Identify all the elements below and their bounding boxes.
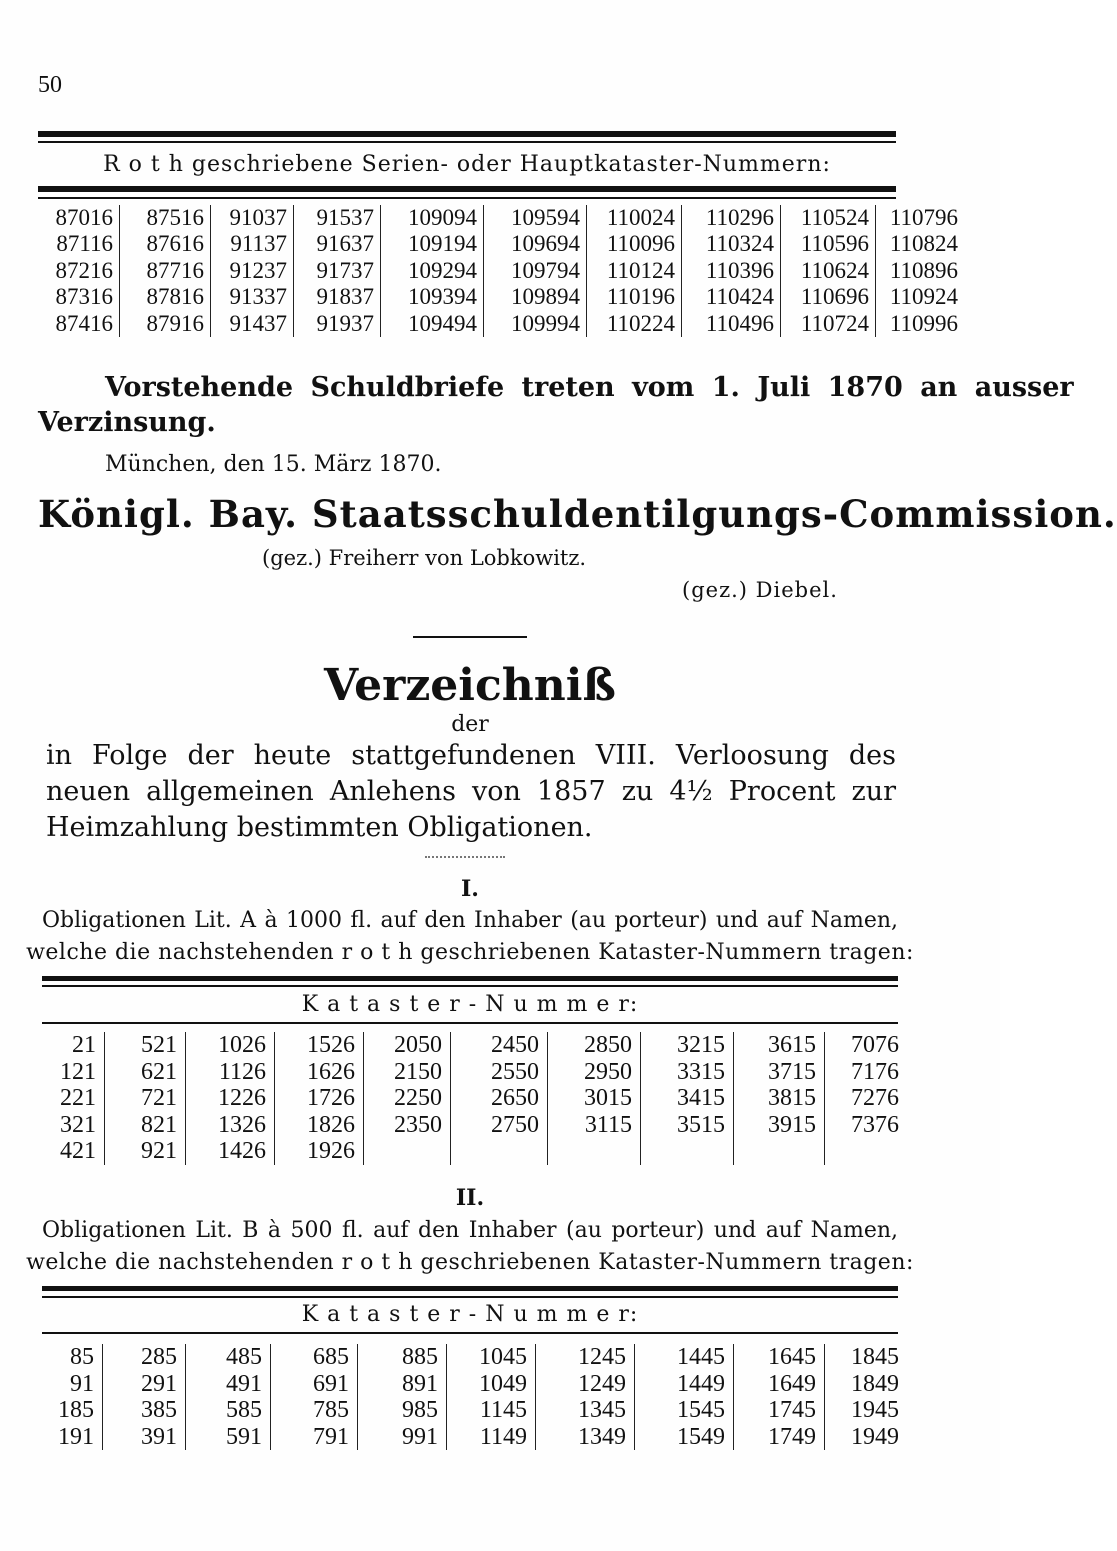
table-cell: 421 [60,1138,96,1164]
table-column [824,1032,907,1165]
table-cell: 1845 [851,1344,899,1370]
table-cell: 585 [226,1397,262,1423]
table-cell: 1649 [768,1370,816,1397]
table-cell: 2950 [584,1058,632,1085]
list-title: Verzeichniß [324,660,616,711]
table-cell: 691 [313,1370,349,1397]
section2-number-table [42,1344,907,1450]
table-column [270,1344,357,1450]
table-cell: 110396 [705,257,774,283]
table-cell: 1545 [677,1397,725,1423]
table-column [363,1032,450,1165]
section1-rule-thick [42,976,898,981]
table-cell: 110796 [889,205,958,230]
table-column [42,1344,102,1450]
table-cell: 1626 [307,1058,355,1085]
table-cell: 2750 [491,1111,539,1138]
table-cell: 91737 [316,257,374,283]
table-column [446,1344,535,1450]
table-cell: 685 [313,1344,349,1370]
table-cell: 1445 [677,1344,725,1370]
table-cell: 110096 [606,231,675,257]
table-cell: 110196 [606,284,675,310]
table-column [875,205,964,337]
table-cell: 791 [313,1423,349,1450]
table-cell: 191 [58,1423,94,1450]
table-cell: 3015 [584,1085,632,1111]
table-cell: 1749 [768,1423,816,1450]
table-cell: 3515 [677,1111,725,1138]
table-column [535,1344,634,1450]
top-rule-thin [38,141,896,143]
table-cell: 109094 [408,205,477,230]
table-cell: 1049 [479,1370,527,1397]
table-cell: 1045 [479,1344,527,1370]
table-cell: 109294 [408,257,477,283]
table-cell: 1826 [307,1111,355,1138]
table-cell: 87916 [146,310,204,336]
list-subtitle: der [451,712,489,737]
table-cell: 2850 [584,1032,632,1058]
table-cell: 109494 [408,310,477,336]
table-cell: 110996 [889,310,958,336]
table-cell: 185 [58,1397,94,1423]
list-intro: in Folge der heute stattgefundenen VIII. Verloosung des neuen allgemeinen Anlehens von 1857 zu 4½ Procent zur Heimzahlung bestimmten Obligationen. [46,740,896,843]
table-cell: 110724 [800,310,869,336]
table-column [210,205,293,337]
separator-rule [413,636,527,638]
table-cell: 221 [60,1085,96,1111]
table-cell: 2650 [491,1085,539,1111]
table-column [733,1032,824,1165]
section1-line1: Obligationen Lit. A à 1000 fl. auf den Inhaber (au porteur) und auf Namen, [42,908,898,933]
table-cell: 521 [141,1032,177,1058]
table-cell: 7376 [851,1111,899,1138]
table-cell: 91837 [316,284,374,310]
table-cell: 985 [402,1397,438,1423]
table-cell: 109994 [511,310,580,336]
notice-line2: Verzinsung. [38,407,216,438]
section1-number-table [42,1032,907,1165]
table-cell: 1245 [578,1344,626,1370]
table-cell: 87716 [146,257,204,283]
table-cell: 121 [60,1058,96,1085]
table-column [586,205,681,337]
table-cell: 91437 [229,310,287,336]
table-cell: 1745 [768,1397,816,1423]
table-column [733,1344,824,1450]
table-cell: 3715 [768,1058,816,1085]
table-cell: 1349 [578,1423,626,1450]
table-cell: 87216 [55,257,113,283]
table-cell: 1849 [851,1370,899,1397]
table-cell: 591 [226,1423,262,1450]
table-cell: 109194 [408,231,477,257]
table-cell: 3915 [768,1111,816,1138]
table-cell: 1426 [218,1138,266,1164]
table-cell: 321 [60,1111,96,1138]
table-cell: 891 [402,1370,438,1397]
table-cell: 721 [141,1085,177,1111]
table-column [42,1032,104,1165]
section0-number-table [36,205,964,337]
table-cell: 110224 [606,310,675,336]
table-cell: 1326 [218,1111,266,1138]
table-cell: 110896 [889,257,958,283]
table-cell: 110296 [705,205,774,230]
table-cell: 2550 [491,1058,539,1085]
table-column [36,205,119,337]
table-cell: 1449 [677,1370,725,1397]
table-cell: 110424 [705,284,774,310]
table-cell: 110324 [705,231,774,257]
table-column [450,1032,547,1165]
table-cell: 291 [141,1370,177,1397]
table-cell: 7176 [851,1058,899,1085]
section2-line1: Obligationen Lit. B à 500 fl. auf den Inhaber (au porteur) und auf Namen, [42,1218,898,1243]
table-cell: 1926 [307,1138,355,1164]
table-cell: 91037 [229,205,287,230]
section2-numeral: II. [455,1185,485,1211]
page-number: 50 [38,72,62,98]
table-cell: 91537 [316,205,374,230]
section1-rule-thin [42,985,898,987]
table-cell: 1549 [677,1423,725,1450]
table-cell: 91237 [229,257,287,283]
table-cell: 109394 [408,284,477,310]
table-column [104,1032,185,1165]
table-cell: 109694 [511,231,580,257]
table-cell: 3115 [584,1111,632,1138]
table-cell: 2250 [394,1085,442,1111]
table-cell: 2150 [394,1058,442,1085]
table-cell: 3815 [768,1085,816,1111]
signature-lobkowitz: (gez.) Freiherr von Lobkowitz. [262,546,587,570]
table-cell: 109894 [511,284,580,310]
table-column [357,1344,446,1450]
table-column [634,1344,733,1450]
table-column [102,1344,185,1450]
table-cell: 7276 [851,1085,899,1111]
table-cell: 87016 [55,205,113,230]
table-cell: 91 [70,1370,94,1397]
table-cell: 3315 [677,1058,725,1085]
section2-rule-thick [42,1286,898,1291]
table-column [483,205,586,337]
table-column [824,1344,907,1450]
table-cell: 485 [226,1344,262,1370]
table-cell: 991 [402,1423,438,1450]
table-cell: 110596 [800,231,869,257]
table-cell: 91937 [316,310,374,336]
table-cell: 91137 [230,231,287,257]
table-cell: 1645 [768,1344,816,1370]
table-cell: 2350 [394,1111,442,1138]
table-cell: 1945 [851,1397,899,1423]
table-cell: 110924 [889,284,958,310]
table-cell: 91337 [229,284,287,310]
table-cell: 3415 [677,1085,725,1111]
table-cell: 85 [70,1344,94,1370]
table-cell: 21 [72,1032,96,1058]
table-cell: 821 [141,1111,177,1138]
table-column [185,1344,270,1450]
table-cell: 785 [313,1397,349,1423]
table-column [681,205,780,337]
section1-heading: K a t a s t e r - N u m m e r: [301,992,639,1017]
table-cell: 110124 [606,257,675,283]
table-cell: 110824 [889,231,958,257]
table-cell: 285 [141,1344,177,1370]
table-cell: 391 [141,1423,177,1450]
section1-heading-rule [42,1022,898,1024]
table-cell: 2450 [491,1032,539,1058]
signature-diebel: (gez.) Diebel. [682,578,838,602]
table-column [640,1032,733,1165]
table-cell: 87416 [55,310,113,336]
table-cell: 2050 [394,1032,442,1058]
table-cell: 110496 [705,310,774,336]
table-cell: 3215 [677,1032,725,1058]
table-cell: 110624 [800,257,869,283]
table-cell: 91637 [316,231,374,257]
table-cell: 1726 [307,1085,355,1111]
table-cell: 1249 [578,1370,626,1397]
table-cell: 1526 [307,1032,355,1058]
table-cell: 109794 [511,257,580,283]
table-cell: 87816 [146,284,204,310]
table-cell: 87616 [146,231,204,257]
section2-heading-rule [42,1332,898,1334]
commission-title: Königl. Bay. Staatsschuldentilgungs-Commission. [38,492,1117,536]
table-cell: 1226 [218,1085,266,1111]
table-cell: 110524 [800,205,869,230]
section2-line2: welche die nachstehenden r o t h geschriebenen Kataster-Nummern tragen: [26,1250,914,1275]
table-cell: 1345 [578,1397,626,1423]
dotted-divider [425,856,505,860]
table-cell: 491 [226,1370,262,1397]
table-cell: 921 [141,1138,177,1164]
table-cell: 621 [141,1058,177,1085]
table-cell: 3615 [768,1032,816,1058]
section2-rule-thin [42,1296,898,1298]
section1-line2: welche die nachstehenden r o t h geschriebenen Kataster-Nummern tragen: [26,940,914,965]
table-cell: 1026 [218,1032,266,1058]
section0-rule-thin [38,197,896,199]
table-cell: 110024 [606,205,675,230]
section0-heading: R o t h geschriebene Serien- oder Hauptkataster-Nummern: [103,152,831,177]
section0-rule-thick [38,186,896,192]
section2-heading: K a t a s t e r - N u m m e r: [301,1302,639,1327]
table-cell: 1149 [479,1423,527,1450]
table-cell: 1145 [479,1397,527,1423]
table-column [274,1032,363,1165]
notice-date: München, den 15. März 1870. [105,452,442,477]
table-column [380,205,483,337]
table-cell: 87516 [146,205,204,230]
table-cell: 110696 [800,284,869,310]
table-cell: 1126 [218,1058,266,1085]
table-cell: 885 [402,1344,438,1370]
table-column [185,1032,274,1165]
notice-line1: Vorstehende Schuldbriefe treten vom 1. Juli 1870 an ausser [105,372,1074,403]
section1-numeral: I. [461,876,479,902]
table-cell: 385 [141,1397,177,1423]
table-cell: 87116 [56,231,113,257]
table-column [119,205,210,337]
table-cell: 1949 [851,1423,899,1450]
table-cell: 109594 [511,205,580,230]
table-column [780,205,875,337]
table-cell: 87316 [55,284,113,310]
top-rule-thick [38,131,896,137]
table-column [547,1032,640,1165]
table-cell: 7076 [851,1032,899,1058]
table-column [293,205,380,337]
